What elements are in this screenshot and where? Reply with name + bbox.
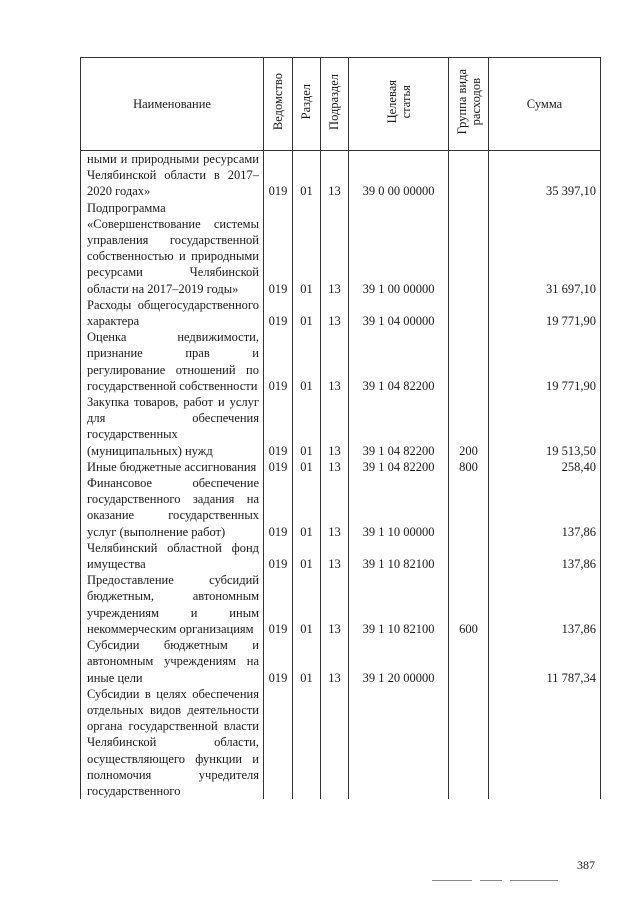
header-sum: Сумма xyxy=(489,58,601,151)
table-row: Расходы общегосударственного характера 019 01 13 39 1 04 00000 19 771,90 xyxy=(81,297,601,329)
scan-mark xyxy=(432,880,472,881)
table-header-row xyxy=(81,58,601,151)
table-row: Субсидии в целях обеспечения отдельных видов деятельности органа государственной власти Челябинской области, осуществляющего функции и полномочия учредителя государственного xyxy=(81,686,601,799)
table-row: Челябинский областной фонд имущества 019 01 13 39 1 10 82100 137,86 xyxy=(81,540,601,572)
budget-table xyxy=(80,57,601,799)
header-target: Целевая статья xyxy=(349,58,449,151)
table-row: ными и природными ресурсами Челябинской области в 2017–2020 годах» 019 01 13 39 0 00 00000 35 397,10 xyxy=(81,151,601,200)
scan-mark xyxy=(510,880,558,881)
table-row: Предоставление субсидий бюджетным, автономным учреждениям и иным некоммерческим организациям 019 01 13 39 1 10 82100 600 137,86 xyxy=(81,572,601,637)
table-row: Закупка товаров, работ и услуг для обеспечения государственных (муниципальных) нужд 019 01 13 39 1 04 82200 200 19 513,50 xyxy=(81,394,601,459)
table-row: Иные бюджетные ассигнования 019 01 13 39 1 04 82200 800 258,40 xyxy=(81,459,601,475)
header-subsection: Подраздел xyxy=(321,58,349,151)
header-dept: Ведомство xyxy=(264,58,293,151)
table-row: Субсидии бюджетным и автономным учреждениям на иные цели 019 01 13 39 1 20 00000 11 787,34 xyxy=(81,637,601,686)
page-number: 387 xyxy=(577,858,595,872)
table-row: Финансовое обеспечение государственного задания на оказание государственных услуг (выполнение работ) 019 01 13 39 1 10 00000 137,86 xyxy=(81,475,601,540)
header-name: Наименование xyxy=(81,58,264,151)
header-section: Раздел xyxy=(293,58,321,151)
table-row: Оценка недвижимости, признание прав и регулирование отношений по государственной собственности 019 01 13 39 1 04 82200 19 771,90 xyxy=(81,329,601,394)
table-row: Подпрограмма «Совершенствование системы управления государственной собственностью и природными ресурсами Челябинской области на 2017–2019 годы» 019 01 13 39 1 00 00000 31 697,10 xyxy=(81,200,601,297)
scan-mark xyxy=(480,880,502,881)
header-group: Группа вида расходов xyxy=(449,58,489,151)
